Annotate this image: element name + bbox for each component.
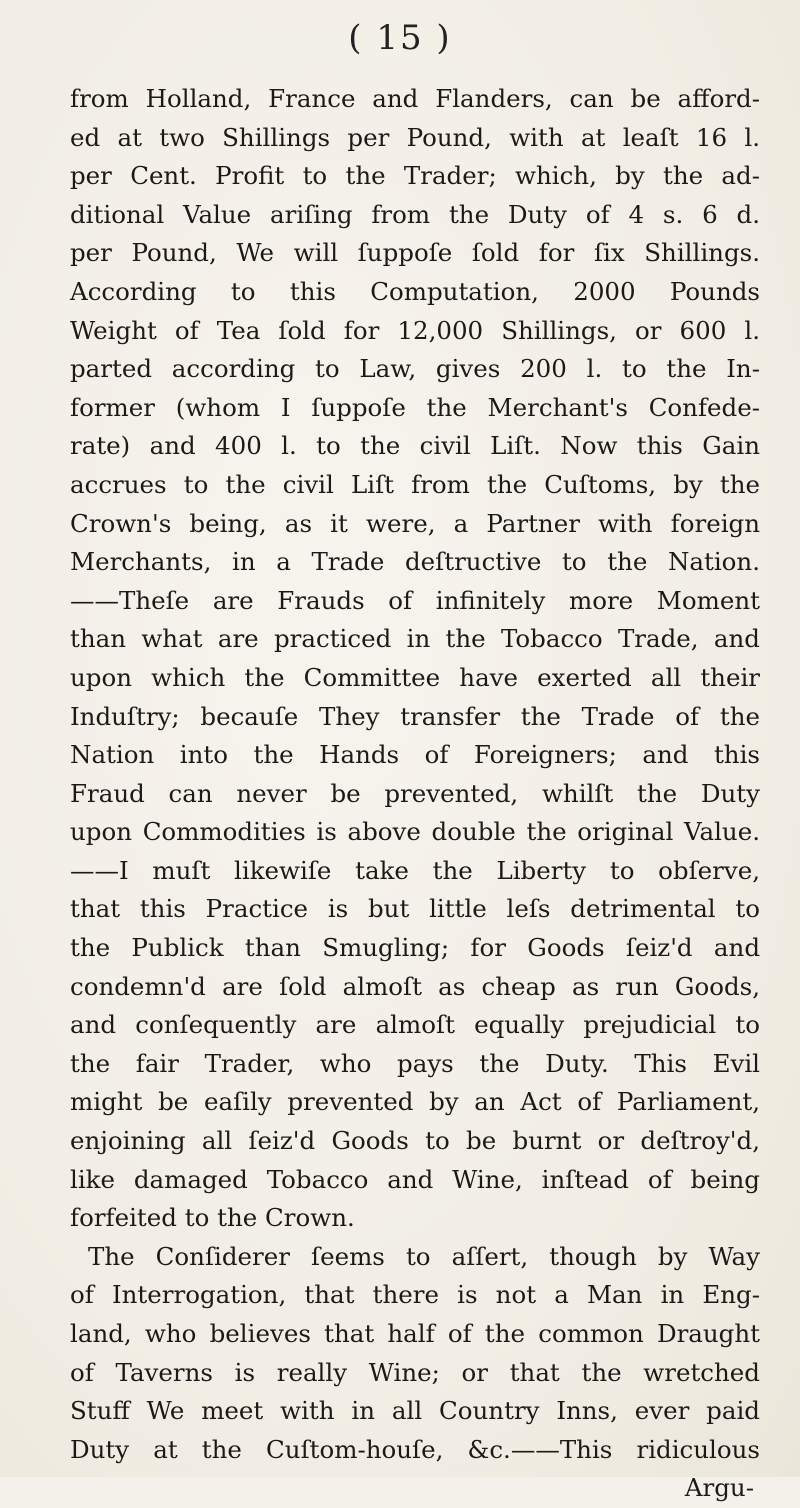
text-line: than what are practiced in the Tobacco Trade, and: [70, 624, 760, 654]
text-line: Merchants, in a Trade deſtructive to the Nation.: [70, 547, 760, 577]
text-line: Fraud can never be prevented, whilſt the Duty: [70, 778, 760, 808]
text-line: per Cent. Profit to the Trader; which, by the ad-: [70, 161, 760, 191]
text-line: of Interrogation, that there is not a Man in Eng-: [70, 1280, 760, 1310]
text-line: might be eaſily prevented by an Act of Parliament,: [70, 1087, 760, 1117]
text-line: Stuff We meet with in all Country Inns, ever paid: [70, 1396, 760, 1426]
page-number: ( 15 ): [348, 18, 452, 58]
text-line: ——Theſe are Frauds of infinitely more Moment: [70, 585, 760, 615]
text-line: Induſtry; becauſe They transfer the Trade of the: [70, 701, 760, 731]
text-line: Weight of Tea ſold for 12,000 Shillings, or 600 l.: [70, 315, 760, 345]
text-line: per Pound, We will ſuppoſe ſold for ſix Shillings.: [70, 238, 760, 268]
text-line: the Publick than Smugling; for Goods ſeiz'd and: [70, 933, 760, 963]
text-line: upon Commodities is above double the original Value.: [70, 817, 760, 847]
text-line: that this Practice is but little leſs detrimental to: [70, 894, 760, 924]
text-line: parted according to Law, gives 200 l. to the In-: [70, 354, 760, 384]
text-line: accrues to the civil Liſt from the Cuſtoms, by the: [70, 469, 760, 499]
text-line: Crown's being, as it were, a Partner with foreign: [70, 508, 760, 538]
text-line: land, who believes that half of the common Draught: [70, 1319, 760, 1348]
text-line: enjoining all ſeiz'd Goods to be burnt or deſtroy'd,: [70, 1126, 760, 1156]
catchword: Argu-: [684, 1473, 754, 1503]
text-line: According to this Computation, 2000 Pounds: [70, 276, 760, 306]
text-line: of Taverns is really Wine; or that the wretched: [70, 1357, 760, 1387]
text-line: ——I muſt likewiſe take the Liberty to obſerve,: [70, 855, 760, 885]
text-line: Nation into the Hands of Foreigners; and this: [70, 740, 760, 770]
text-line: ditional Value ariſing from the Duty of 4 s. 6 d.: [70, 199, 760, 229]
body-text: [70, 80, 760, 1508]
text-line: and conſequently are almoſt equally prejudicial to: [70, 1010, 760, 1040]
text-line: the fair Trader, who pays the Duty. This Evil: [70, 1048, 760, 1078]
text-line: Duty at the Cuſtom-houſe, &c.——This ridiculous: [70, 1434, 760, 1464]
text-line: like damaged Tobacco and Wine, inſtead of being: [70, 1164, 760, 1194]
text-line: former (whom I ſuppoſe the Merchant's Confede-: [70, 392, 760, 422]
text-line: from Holland, France and Flanders, can be afford-: [70, 84, 760, 113]
text-line: ed at two Shillings per Pound, with at leaſt 16 l.: [70, 122, 760, 152]
text-line: forfeited to the Crown.: [70, 1203, 355, 1233]
text-line: condemn'd are ſold almoſt as cheap as run Goods,: [70, 971, 760, 1001]
text-line: rate) and 400 l. to the civil Liſt. Now this Gain: [70, 431, 760, 461]
text-line: The Conſiderer ſeems to aſſert, though by Way: [88, 1241, 760, 1271]
text-line: upon which the Committee have exerted all their: [70, 662, 760, 692]
